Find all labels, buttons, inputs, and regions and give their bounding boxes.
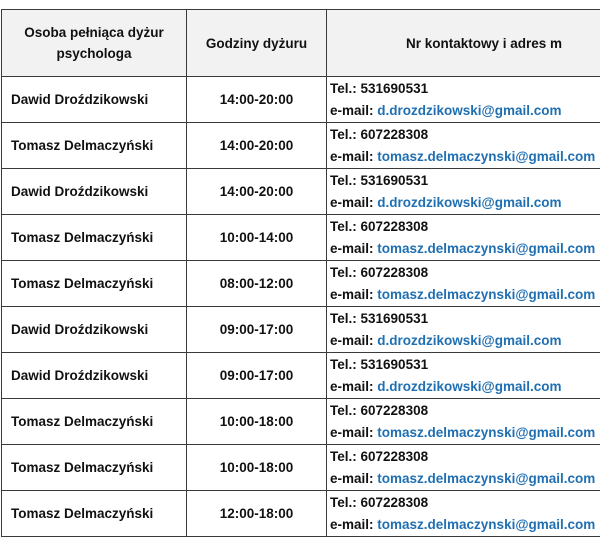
email-line xyxy=(330,284,600,306)
phone-number: 607228308 xyxy=(360,494,429,510)
email-line xyxy=(330,192,600,214)
phone-label: Tel.: xyxy=(330,172,361,188)
email-label: e-mail: xyxy=(330,102,378,118)
phone-line xyxy=(330,124,600,146)
email-link[interactable]: tomasz.delmaczynski@gmail.com xyxy=(377,286,596,302)
person-cell: Tomasz Delmaczyński xyxy=(2,491,187,537)
phone-number: 607228308 xyxy=(360,126,429,142)
table-row xyxy=(2,399,600,445)
phone-number: 531690531 xyxy=(360,356,429,372)
email-label: e-mail: xyxy=(330,516,378,532)
phone-label: Tel.: xyxy=(330,402,361,418)
email-line xyxy=(330,376,600,398)
phone-number: 607228308 xyxy=(360,264,429,280)
phone-line xyxy=(330,492,600,514)
phone-label: Tel.: xyxy=(330,356,361,372)
contact-cell xyxy=(327,123,600,169)
email-line xyxy=(330,238,600,260)
phone-line xyxy=(330,78,600,100)
email-label: e-mail: xyxy=(330,332,378,348)
table-row xyxy=(2,77,600,123)
table-row xyxy=(2,445,600,491)
header-hours: Godziny dyżuru xyxy=(187,10,327,77)
hours-cell: 09:00-17:00 xyxy=(187,307,327,353)
table-header xyxy=(2,10,600,77)
person-cell: Tomasz Delmaczyński xyxy=(2,445,187,491)
table-row xyxy=(2,215,600,261)
email-line xyxy=(330,100,600,122)
header-contact: Nr kontaktowy i adres m xyxy=(327,10,600,77)
person-cell: Tomasz Delmaczyński xyxy=(2,399,187,445)
email-link[interactable]: tomasz.delmaczynski@gmail.com xyxy=(377,148,596,164)
phone-number: 607228308 xyxy=(360,448,429,464)
person-cell: Dawid Droździkowski xyxy=(2,77,187,123)
phone-label: Tel.: xyxy=(330,126,361,142)
contact-cell xyxy=(327,491,600,537)
email-label: e-mail: xyxy=(330,424,378,440)
psychologist-duty-table xyxy=(1,9,600,537)
phone-label: Tel.: xyxy=(330,310,361,326)
phone-number: 607228308 xyxy=(360,402,429,418)
phone-label: Tel.: xyxy=(330,218,361,234)
hours-cell: 10:00-14:00 xyxy=(187,215,327,261)
phone-line xyxy=(330,446,600,468)
phone-label: Tel.: xyxy=(330,80,361,96)
person-cell: Dawid Droździkowski xyxy=(2,353,187,399)
email-line xyxy=(330,422,600,444)
email-link[interactable]: tomasz.delmaczynski@gmail.com xyxy=(377,424,596,440)
contact-cell xyxy=(327,169,600,215)
header-row xyxy=(2,10,600,77)
contact-cell xyxy=(327,353,600,399)
hours-cell: 14:00-20:00 xyxy=(187,169,327,215)
phone-line xyxy=(330,354,600,376)
email-link[interactable]: tomasz.delmaczynski@gmail.com xyxy=(377,516,596,532)
phone-number: 607228308 xyxy=(360,218,429,234)
person-cell: Tomasz Delmaczyński xyxy=(2,215,187,261)
table-row xyxy=(2,307,600,353)
phone-number: 531690531 xyxy=(360,80,429,96)
phone-line xyxy=(330,262,600,284)
table-row xyxy=(2,353,600,399)
email-label: e-mail: xyxy=(330,286,378,302)
phone-line xyxy=(330,400,600,422)
hours-cell: 08:00-12:00 xyxy=(187,261,327,307)
email-line xyxy=(330,330,600,352)
email-line xyxy=(330,468,600,490)
person-cell: Tomasz Delmaczyński xyxy=(2,123,187,169)
header-person: Osoba pełniąca dyżur psychologa xyxy=(2,10,187,77)
phone-line xyxy=(330,308,600,330)
contact-cell xyxy=(327,261,600,307)
contact-cell xyxy=(327,215,600,261)
email-link[interactable]: d.drozdzikowski@gmail.com xyxy=(377,332,562,348)
email-line xyxy=(330,514,600,536)
email-link[interactable]: tomasz.delmaczynski@gmail.com xyxy=(377,470,596,486)
person-cell: Dawid Droździkowski xyxy=(2,169,187,215)
email-link[interactable]: tomasz.delmaczynski@gmail.com xyxy=(377,240,596,256)
table-body xyxy=(2,77,600,537)
email-link[interactable]: d.drozdzikowski@gmail.com xyxy=(377,378,562,394)
contact-cell xyxy=(327,445,600,491)
hours-cell: 14:00-20:00 xyxy=(187,123,327,169)
phone-number: 531690531 xyxy=(360,172,429,188)
table-row xyxy=(2,491,600,537)
email-link[interactable]: d.drozdzikowski@gmail.com xyxy=(377,194,562,210)
contact-cell xyxy=(327,307,600,353)
table-row xyxy=(2,169,600,215)
email-label: e-mail: xyxy=(330,378,378,394)
hours-cell: 10:00-18:00 xyxy=(187,445,327,491)
email-link[interactable]: d.drozdzikowski@gmail.com xyxy=(377,102,562,118)
table-row xyxy=(2,261,600,307)
contact-cell xyxy=(327,399,600,445)
phone-line xyxy=(330,216,600,238)
hours-cell: 10:00-18:00 xyxy=(187,399,327,445)
phone-label: Tel.: xyxy=(330,448,361,464)
contact-cell xyxy=(327,77,600,123)
person-cell: Tomasz Delmaczyński xyxy=(2,261,187,307)
schedule-table-container xyxy=(0,9,600,549)
hours-cell: 14:00-20:00 xyxy=(187,77,327,123)
phone-label: Tel.: xyxy=(330,264,361,280)
person-cell: Dawid Droździkowski xyxy=(2,307,187,353)
phone-number: 531690531 xyxy=(360,310,429,326)
phone-label: Tel.: xyxy=(330,494,361,510)
email-label: e-mail: xyxy=(330,148,378,164)
hours-cell: 09:00-17:00 xyxy=(187,353,327,399)
phone-line xyxy=(330,170,600,192)
email-label: e-mail: xyxy=(330,470,378,486)
email-line xyxy=(330,146,600,168)
hours-cell: 12:00-18:00 xyxy=(187,491,327,537)
email-label: e-mail: xyxy=(330,240,378,256)
table-row xyxy=(2,123,600,169)
email-label: e-mail: xyxy=(330,194,378,210)
